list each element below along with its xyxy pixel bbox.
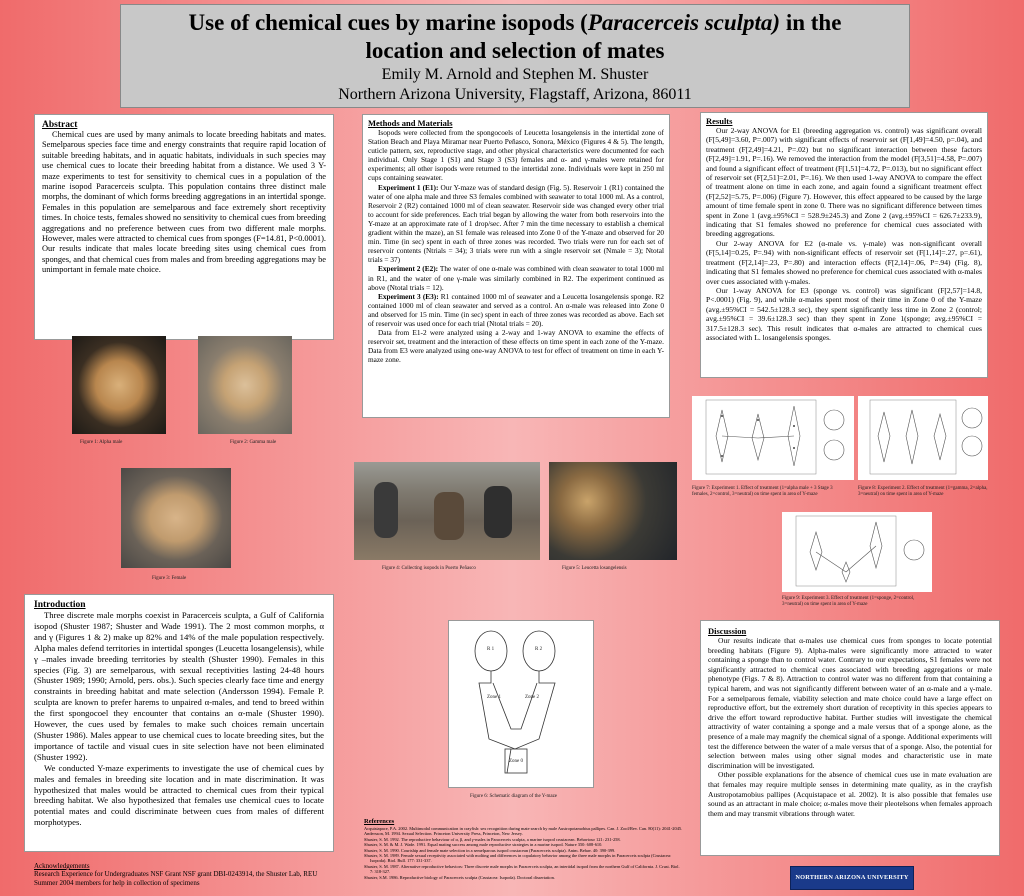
results-p2: Our 2-way ANOVA for E2 (α-male vs. γ-male) was non-significant overall (F[5,14]=0.25, P=.94) with non-significant effects of reservoir set (F[1,14]=.27, p=.61), treatment (F[2,14]=.23, P=.80) and interaction effects (F[2,14]=.06, P=.94) (Fig. 8), indicating that S1 females showed no preference for chemical cues associated with α-males over cues associated with γ-males. [706, 238, 982, 286]
fig7-caption: Figure 7: Experiment 1. Effect of treatment (1=alpha male + 3 Stage 3 females, 2=control, 3=neutral) on time spent in area of Y-maze [692, 486, 833, 497]
title-line2: location and selection of mates [365, 38, 665, 63]
intro-heading: Introduction [34, 600, 86, 610]
abstract-panel [34, 114, 334, 340]
reference-item: Shuster, S. M. 1992. The reproductive behaviour of α, β, and γ-males in Paracerceis sculpta, a marine isopod crustacean. Behaviour 121: 231-258. [364, 836, 621, 842]
zone0-label: Zone 0 [509, 759, 524, 764]
discussion-panel [700, 620, 1000, 856]
title-part: Use of chemical cues by marine isopods ( [188, 10, 588, 35]
alpha-male-photo [72, 336, 166, 434]
reference-item: Shuster, S. M. 1990. Courtship and female mate selection in a semelparous isopod crustacean (Paracerceis sculpta). Anim. Behav. 40: 390-399. [364, 847, 616, 853]
reference-item: Shuster, S. M. 1987. Alternative reproductive behaviors: Three discrete male morphs in Paracerceis sculpta, an intertidal isopod from the northern Gulf of California. J. Crust. Biol. 7: 318-327. [364, 863, 680, 875]
ymaze-diagram [448, 620, 594, 788]
fig1-caption: Figure 1: Alpha male [80, 440, 123, 445]
e3-text: R1 contained 1000 ml of seawater and a Leucetta losangelensis sponge. R2 contained 1000 ml of clean seawater and served as a control. An α-male was released into Zone 0 and observed for 15 min. Time (in sec) spent in each of three zones was recorded as above. Each set of reservoir was used once for each trial (Ntotal trials = 20). [368, 291, 664, 328]
fig5-caption: Figure 5: Leucetta losangelensis [562, 566, 627, 571]
sponge-photo [549, 462, 677, 560]
fig8-plot [858, 396, 988, 480]
methods-panel [362, 114, 670, 418]
ack-heading: Acknowledgements [34, 862, 90, 870]
fig4-caption: Figure 4: Collecting isopods in Puerto Peñasco [382, 566, 476, 571]
fig6-caption: Figure 6: Schematic diagram of the Y-maze [470, 794, 558, 799]
authors: Emily M. Arnold and Stephen M. Shuster [381, 66, 649, 83]
ack-line1: Research Experience for Undergraduates NSF Grant NSF grant DBI-0243914, the Shuster Lab, REU [34, 870, 318, 879]
discussion-heading: Discussion [708, 626, 747, 636]
methods-heading: Methods and Materials [368, 118, 453, 128]
reference-item: Shuster, S.M. 1986. Reproductive biology of Paracerceis sculpta (Crustacea: Isopoda). Doctoral dissertation. [364, 874, 555, 880]
intro-p2: We conducted Y-maze experiments to investigate the use of chemical cues by males and females in breeding site location and in mate discrimination. It was hypothesized that males would be attracted to chemical cues from their typical breeding habitat. We also hypothesized that females use chemical cues to locate potential mates and could discriminate between cues from males of different morphotypes. [34, 762, 324, 828]
title-species: Paracerceis sculpta) [587, 10, 781, 35]
acknowledgements-block [34, 862, 374, 887]
gamma-male-photo [198, 336, 292, 434]
r1-label: R 1 [487, 647, 495, 652]
abstract-heading: Abstract [42, 120, 78, 130]
reference-item: Shuster, S. M. 1989. Female sexual receptivity associated with molting and differences in copulatory behavior among the three male morphs in Paracerceis sculpta (Crustacea: Isopoda). Biol. Bull. 177: 331-337. [364, 853, 672, 864]
r2-label: R 2 [535, 647, 543, 652]
poster-title [121, 9, 909, 65]
nau-logo [790, 866, 914, 890]
abstract-text: Chemical cues are used by many animals to locate breeding habitats and mates. Semelparous species face time and energy constraints that require rapid location of suitable breeding habitats, and in aquatic habitats, individuals in such species may use chemical cues to locate their breeding habitat from a distance. We used 3 Y-maze experiments to test for sensitivity to chemical cues in a population of the marine isopod Paracerceis sculpta. This population contains three distinct male morphs, the dominant of which forms breeding aggregations in an intertidal sponge. Females in this population are semelparous and face extremely short receptivity times. In choice tests, females showed no sensitivity to chemical cues from breeding aggregations and no preference between cues from two different male morphs. However, males were attracted to chemical cues from sponges (F=14.81, P<0.0001). Our results indicate that males locate breeding sites using chemical cues from sponges, and that chemical cues from males and from breeding aggregations may be unimportant in female mate choice. [42, 130, 326, 275]
title-block [120, 4, 910, 108]
discussion-p1: Our results indicate that α-males use chemical cues from sponges to locate potential breeding habitats (Figure 9). Alpha-males were significantly more attracted to water containing a sponge than to control water. Contrary to our expectations, S1 females were not significantly attracted to chemical cues associated with breeding aggregations or male phenotype (Figs. 7 & 8). Attraction to control water was no different from that containing a typical harem, and was not significantly different between water of an α-male and a γ-male. For a semelparous female, viability selection and mate choice could have a large effect on reproductive effort, but the extremely short duration of receptivity in this species appears to drive the effort toward reproductive habitat. Further studies will investigate the chemical attractivity of water containing a sponge and a male versus that of a sponge alone, as the presence of a male may magnify the chemical signal of a sponge. Additional experiments will test the difference between the water of a male versus that of a sponge. Also, the potential for selection between males using other signal modes and characteristic use in mate discrimination will be investigated. [708, 636, 992, 770]
fig7-plot [692, 396, 854, 480]
nau-logo-text: NORTHERN ARIZONA UNIVERSITY [795, 874, 909, 881]
results-p1: Our 2-way ANOVA for E1 (breeding aggregation vs. control) was significant overall (F[5,49]=3.60, P=.007) with significant effects of reservoir set (F[1,49]=4.50, p=.04), and treatment (F[2,49]=4.21, P=.02) but no significant interaction between these factors (F[2,49]=1.91, P=.16). We removed the interaction from the model (F[3,51]=4.58, P=.007) and found a significant effect of treatment (F[1,51]=4.72, P=.013), but no significant effect of reservoir set (F[2,51]=2.01, P=.16). We then used 1-way ANOVA to compare the effect of treatment alone on time in each zone, and again found a significant treatment effect (F[2,52]=5.75, P=.006) (Figure 7). However, this effect appeared to be caused by the large amount of time female spent in zone 0. There was no significant difference between times spent in Zone 1 (avg.±95%CI = 528.9±245.3) and Zone 2 (avg.±95%CI = 626.7±233.9), indicating that S1 females showed no preference for chemical cues associated with breeding aggregations. [706, 126, 982, 239]
fig2-caption: Figure 2: Gamma male [230, 440, 277, 445]
e3-label: Experiment 3 (E3): [378, 291, 439, 301]
title-part: in the [780, 10, 842, 35]
intro-p1: Three discrete male morphs coexist in Paracerceis sculpta, a Gulf of California isopod (Shuster 1987; Shuster and Wade 1991). The 2 most common morphs, α and γ (Figures 1 & 2) make up 82% and 14% of the male population respectively. Alpha males defend territories in intertidal sponges (Leucetta losangelensis), while γ –males invade breeding territories by stealth (Shuster 1990). Females in this species (Fig. 3) are semelparous, with sexual receptivities lasting 24-48 hours (Shuster 1989; 1990; Arnold, pers. obs.). Such species clearly face time and energy constraints in breeding habitat and mate selection (Andersson 1994). Female P. sculpta are known to prefer harems to unpaired α-males, and tend to breed within the first spongocoel they encounter that contains an α-male (Shuster 1990). However, the cues used by females to make such choices remain uncertain (Shuster 1986). Males appear to use chemical cues to locate breeding sites, but the importance of tactile and visual cues in site selection have not been eliminated (Shuster 1992). [34, 610, 324, 762]
zone1-label: Zone 1 [487, 695, 502, 700]
reference-item: Shuster, S. M. & M. J. Wade. 1991. Equal mating success among male reproductive strategies in a marine isopod. Nature 350: 608-610. [364, 842, 603, 848]
affiliation: Northern Arizona University, Flagstaff, Arizona, 86011 [338, 86, 692, 103]
fig8-caption: Figure 8: Experiment 2. Effect of treatment (1=gamma, 2=alpha, 3=neutral) on time spent in area of Y-maze [858, 486, 988, 497]
e2-label: Experiment 2 (E2): [378, 264, 439, 274]
results-p3: Our 1-way ANOVA for E3 (sponge vs. control) was significant (F[2,57]=14.8, P<.0001) (Fig. 9), and while α-males spent most of their time in Zone 0 of the Y-maze (avg.±95%CI = 542.5±128.3 sec), they spent significantly less time in Zone 2 (control; avg.±95%CI = 39.6±128.3 sec) than they spent in Zone 1(sponge; avg.±95%CI = 317.5±128.3 sec). This result indicates that α-males are attracted to chemical cues associated with L. losangelensis sponges. [706, 285, 982, 342]
zone2-label: Zone 2 [525, 695, 540, 700]
fig9-chart [782, 512, 932, 592]
collecting-photo [354, 462, 540, 560]
fig9-plot [782, 512, 932, 592]
e1-text: Our Y-maze was of standard design (Fig. 5). Reservoir 1 (R1) contained the water of one alpha male and three S3 females combined with seawater to total 1000 ml. As a control, Reservoir 2 (R2) contained 1000 ml of clean seawater. Reservoir side was changed every other trial to account for side preferences. Each trial began by allowing the water from both reservoirs into the Y-maze at an approximate rate of 1 drop/sec. After 7 min the time necessary to establish a chemical gradient within the maze), an S1 female was released into Zone 0 of the Y-maze and observed for 20 min. Time (in sec) spent in each of three zones was recorded. Two trials were run for each set of reservoir contents (Ntrials = 34); 3 trials were run with a single reservoir set (Nmale = 3); Ntotal trials = 37) [368, 182, 664, 265]
reference-item: Andersson, M. 1994. Sexual Selection. Princeton University Press, Princeton, New Jersey. [364, 831, 523, 837]
results-panel [700, 112, 988, 378]
e2-text: The water of one α-male was combined with clean seawater to total 1000 ml in R1, and the water of one γ-male was similarly combined in R2. The experiment continued as above (Ntotal trials = 12). [368, 264, 664, 292]
fig9-caption: Figure 9: Experiment 3. Effect of treatment (1=sponge, 2=control, 3=neutral) on time spent in area of Y-maze [782, 596, 915, 607]
fig8-chart [858, 396, 988, 480]
e1-label: Experiment 1 (E1): [378, 182, 439, 192]
references-block [364, 818, 684, 880]
ack-line2: Summer 2004 members for help in collection of specimens [34, 878, 200, 887]
female-photo [121, 468, 231, 568]
introduction-panel [24, 594, 334, 852]
methods-p5: Data from E1-2 were analyzed using a 2-way and 1-way ANOVA to examine the effects of reservoir set, treatment and the interaction of these effects on time spent in each zone of the Y-maze. Data from E3 were analyzed using one-way ANOVA to test for effect of treatment on time in each Y-maze zone. [368, 328, 664, 365]
fig7-chart [692, 396, 854, 480]
results-heading: Results [706, 116, 733, 126]
fig3-caption: Figure 3: Female [152, 576, 187, 581]
reference-item: Acquistapace, P.A. 2002. Multimodal communication in crayfish: sex recognition during mate search by male Austropotamobius pallipes. Can. J. Zool/Rev. Can. 80(11): 2041-2045. [364, 826, 683, 831]
references-heading: References [364, 818, 395, 825]
discussion-p2: Other possible explanations for the absence of chemical cues use in mate evaluation are that females may require multiple senses in determining mate quality, as in the crayfish Austropotamobius pallipes (Acquistapace et al. 2002). It is also possible that females use sound as an attractant in male choice; α-males move their pleotelsons when females approach them and may transmit vibrations through water. [708, 770, 992, 818]
methods-p1: Isopods were collected from the spongocoels of Leucetta losangelensis in the intertidal zone of Station Beach and Playa Miramar near Puerto Peñasco, Sonora, México (Figures 4 & 5). The length, cuticle pattern, sex, reproductive stage, and other physical characteristics were documented for each individual. Only Stage 1 (S1) and Stage 3 (S3) females and α- and γ-males were retained for experiments; all other isopods were returned to the intertidal zone. Individuals were kept in 250 ml cups containing seawater. [368, 128, 664, 183]
